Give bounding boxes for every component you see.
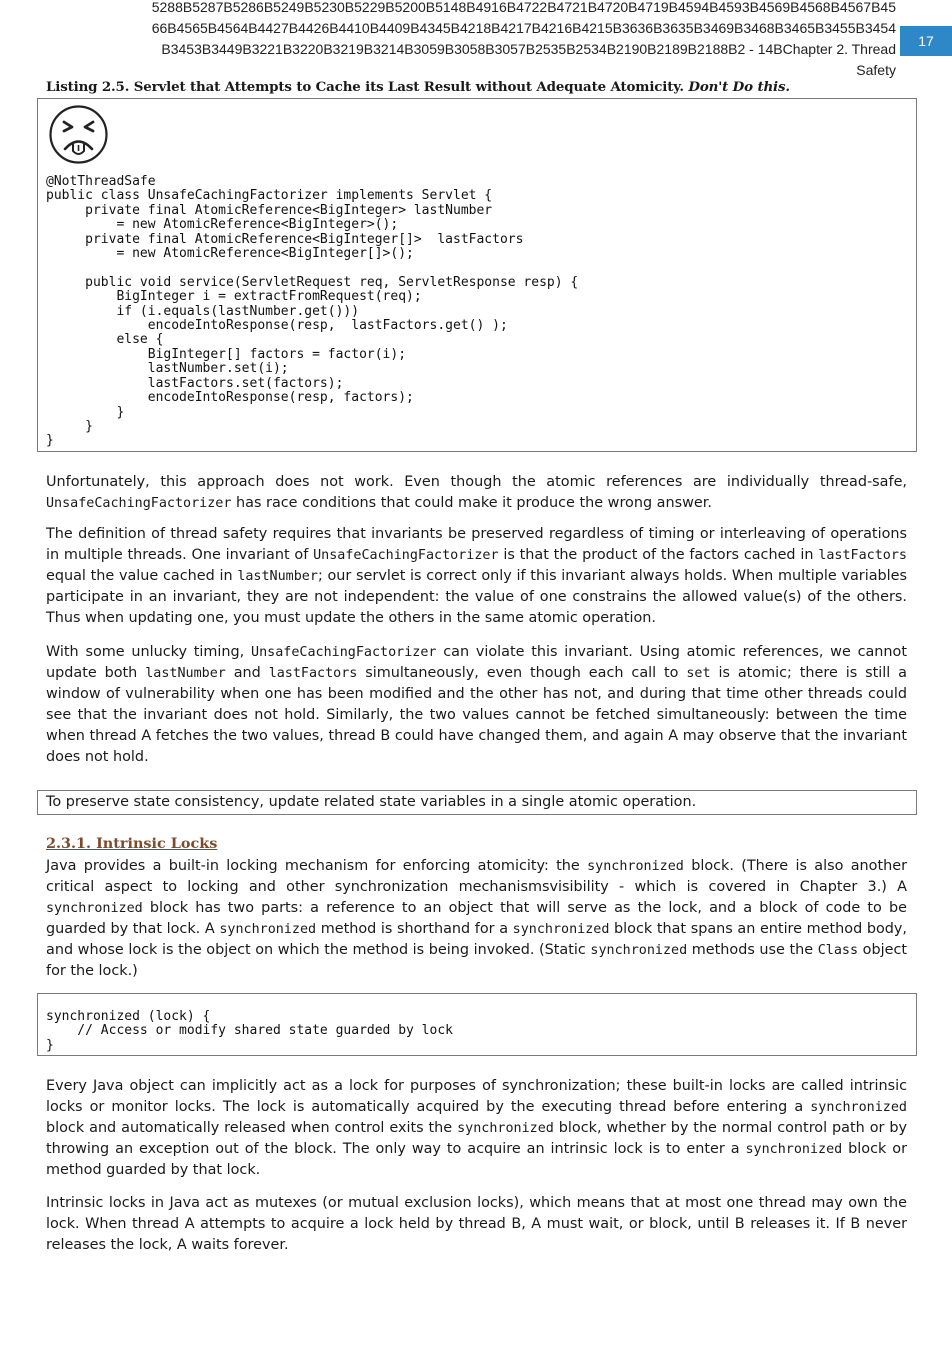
text: Java provides a built-in locking mechanism for enforcing atomicity: the xyxy=(46,858,588,874)
text: Every Java object can implicitly act as a lock for purposes of synchronization; these built-in locks are called intrinsic locks or monitor locks. The lock is automatically acquired by the executing thread before entering a xyxy=(46,1078,907,1115)
text: block, whether by the normal control path or by throwing an exception out of the block. The only way to acquire an intrinsic lock is to enter a xyxy=(46,1120,907,1157)
inline-code: UnsafeCachingFactorizer xyxy=(251,645,437,660)
inline-code: lastFactors xyxy=(268,666,358,681)
text: is that the product of the factors cached in xyxy=(498,547,819,563)
header-line: Safety xyxy=(856,62,896,78)
code-example: synchronized (lock) { // Access or modify shared state guarded by lock } xyxy=(46,1009,453,1053)
text: block. (There is also another critical aspect to locking and other synchronization mechanismsvisibility - which is covered in Chapter 3.) A xyxy=(46,858,907,895)
paragraph: Intrinsic locks in Java act as mutexes (or mutual exclusion locks), which means that at most one thread may own the lock. When thread A attempts to acquire a lock held by thread B, A must wait, or block, until B releases it. If B never releases the lock, A waits forever. xyxy=(46,1195,907,1253)
inline-code: lastNumber xyxy=(237,569,318,584)
text: and xyxy=(225,665,269,681)
inline-code: lastNumber xyxy=(145,666,226,681)
paragraph xyxy=(46,1076,907,1181)
inline-code: synchronized xyxy=(457,1121,554,1136)
rule-callout: To preserve state consistency, update related state variables in a single atomic operation. xyxy=(37,790,917,815)
text: Unfortunately, this approach does not work. Even though the atomic references are individually thread-safe, xyxy=(46,474,907,490)
paragraph xyxy=(46,856,907,982)
inline-code: synchronized xyxy=(587,859,684,874)
code-listing-box xyxy=(37,98,917,452)
section-heading: 2.3.1. Intrinsic Locks xyxy=(46,835,218,852)
inline-code: synchronized xyxy=(46,901,143,916)
text: methods use the xyxy=(687,942,818,958)
page-number: 17 xyxy=(900,26,952,56)
header-line: B3453B3449B3221B3220B3219B3214B3059B3058B3057B2535B2534B2190B2189B2188B2 - 14BChapter 2. Thread xyxy=(161,41,896,57)
inline-code: synchronized xyxy=(590,943,688,958)
text: ; our servlet is correct only if this invariant always holds. When multiple variables participate in an invariant, they are not independent: the value of one constrains the allowed value(s) of the others. Thus when updating one, you must update the others in the same atomic operation. xyxy=(46,568,907,626)
code-listing: @NotThreadSafe public class UnsafeCachingFactorizer implements Servlet { private final AtomicReference<BigInteger> lastNumber = new AtomicReference<BigInteger>(); private final AtomicReference<BigInteger[]> lastFactors = new AtomicReference<BigInteger[]>(); public void service(ServletRequest req, ServletResponse resp) { BigInteger i = extractFromRequest(req); if (i.equals(lastNumber.get())) encodeIntoResponse(resp, lastFactors.get() ); else { BigInteger[] factors = factor(i); lastNumber.set(i); lastFactors.set(factors); encodeIntoResponse(resp, factors); } } } xyxy=(46,174,579,449)
text: block or method guarded by that lock. xyxy=(46,1141,907,1178)
text: With some unlucky timing, xyxy=(46,644,252,660)
text: method is shorthand for a xyxy=(316,921,513,937)
listing-caption xyxy=(46,78,790,96)
header-line: 5288B5287B5286B5249B5230B5229B5200B5148B4916B4722B4721B4720B4719B4594B4593B4569B4568B4567B45 xyxy=(151,0,896,15)
inline-code: UnsafeCachingFactorizer xyxy=(46,496,232,511)
text: has race conditions that could make it produce the wrong answer. xyxy=(231,495,712,511)
paragraph xyxy=(46,524,907,629)
inline-code: synchronized xyxy=(745,1142,843,1157)
listing-caption-title: Listing 2.5. Servlet that Attempts to Cache its Last Result without Adequate Atomicity. xyxy=(46,79,684,95)
angry-face-icon xyxy=(48,104,109,165)
listing-caption-warning: Don't Do this. xyxy=(688,79,790,95)
text: The definition of thread safety requires that invariants be preserved regardless of timing or interleaving of operations in multiple threads. One invariant of xyxy=(46,526,907,563)
text: block that spans an entire method body, and whose lock is the object on which the method is being invoked. (Static xyxy=(46,921,907,958)
paragraph xyxy=(46,642,907,768)
inline-code: synchronized xyxy=(810,1100,907,1115)
code-example-box xyxy=(37,993,917,1056)
inline-code: synchronized xyxy=(219,922,317,937)
inline-code: Class xyxy=(817,943,859,958)
text: object for the lock.) xyxy=(46,942,907,979)
inline-code: set xyxy=(686,666,711,681)
paragraph xyxy=(46,472,907,514)
page-header xyxy=(40,0,896,81)
text: block and automatically released when control exits the xyxy=(46,1120,458,1136)
inline-code: lastFactors xyxy=(818,548,907,563)
inline-code: UnsafeCachingFactorizer xyxy=(313,548,499,563)
text: block has two parts: a reference to an object that will serve as the lock, and a block of code to be guarded by that lock. A xyxy=(46,900,907,937)
text: simultaneously, even though each call to xyxy=(357,665,687,681)
header-line: 66B4565B4564B4427B4426B4410B4409B4345B4218B4217B4216B4215B3636B3635B3469B3468B3465B3455B3454 xyxy=(151,20,896,36)
text: equal the value cached in xyxy=(46,568,238,584)
text: can violate this invariant. Using atomic references, we cannot update both xyxy=(46,644,907,681)
inline-code: synchronized xyxy=(512,922,610,937)
text: is atomic; there is still a window of vulnerability when one has been modified and the other has not, and during that time other threads could see that the invariant does not hold. Similarly, the two values cannot be fetched simultaneously: between the time when thread A fetches the two values, thread B could have changed them, and again A may observe that the invariant does not hold. xyxy=(46,665,907,765)
